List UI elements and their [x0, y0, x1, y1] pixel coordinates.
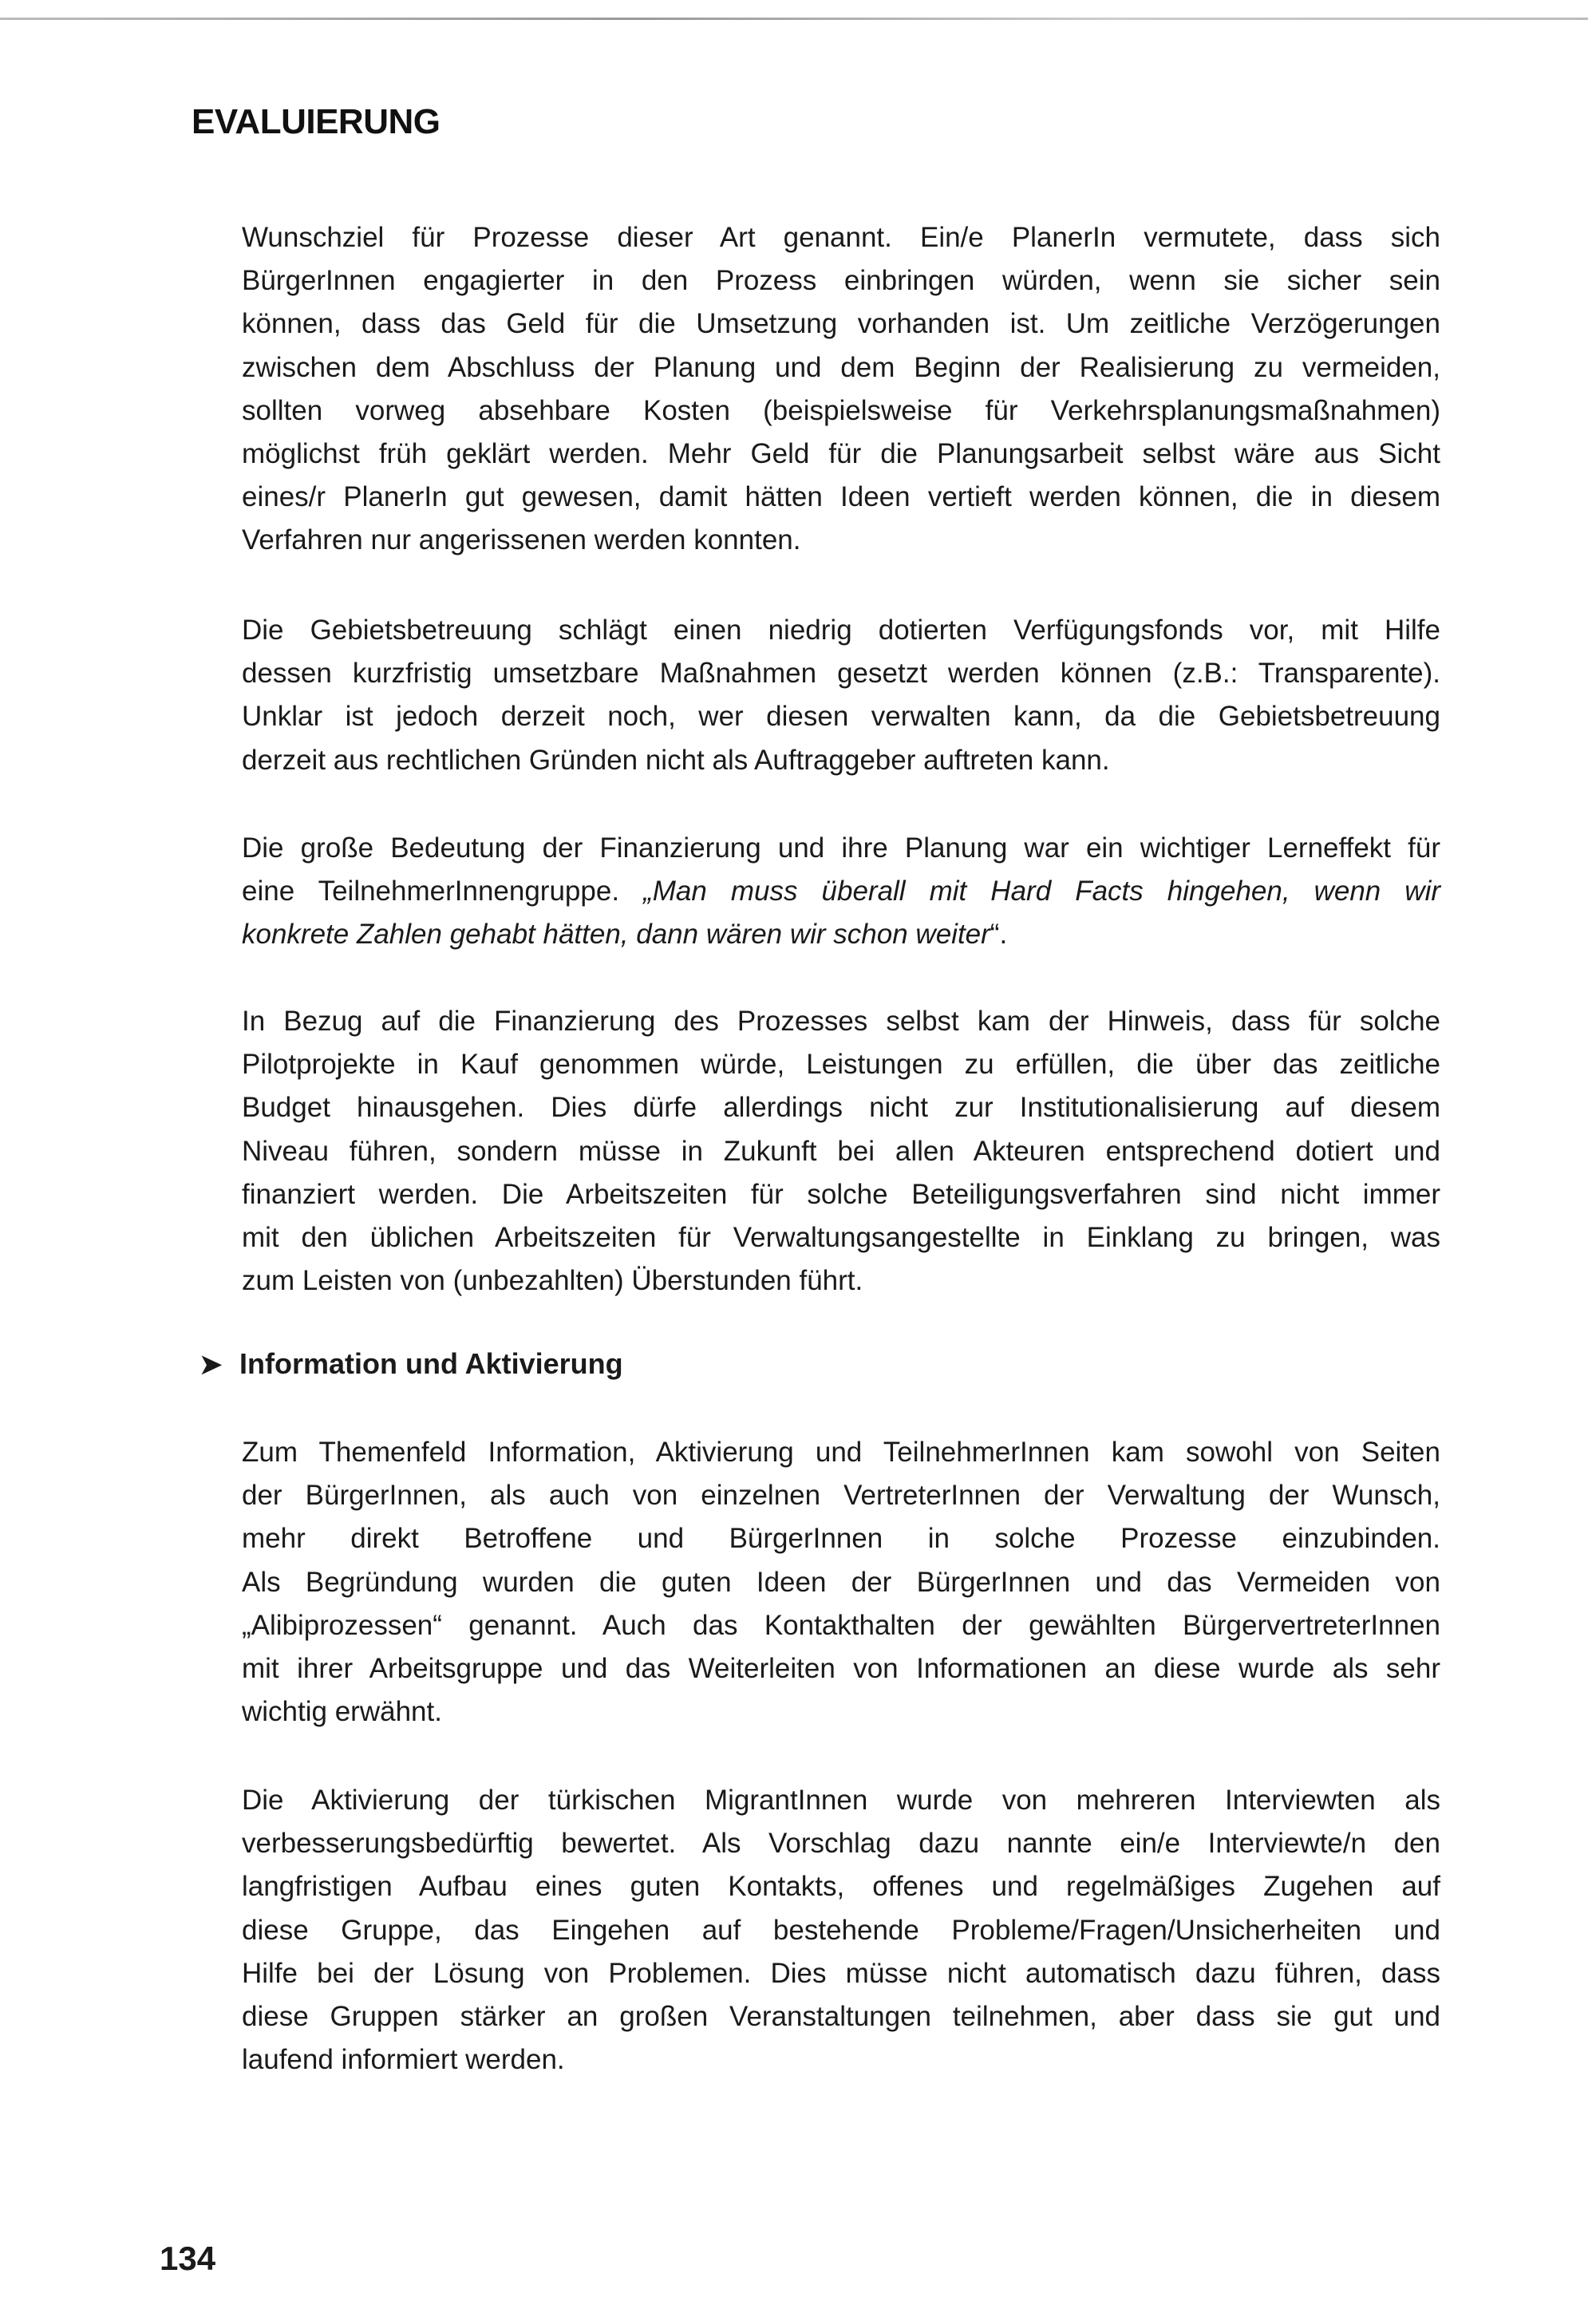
scan-edge-line	[0, 18, 1588, 20]
text-line: Zum Themenfeld Information, Aktivierung und TeilnehmerInnen kam sowohl von Seiten	[242, 1437, 1440, 1468]
quote-text: „Man muss überall mit Hard Facts hingehen, wenn wir	[643, 876, 1441, 907]
text-line: langfristigen Aufbau eines guten Kontakts, offenes und regelmäßiges Zugehen auf	[242, 1871, 1440, 1903]
paragraph	[242, 609, 1440, 782]
paragraph	[242, 216, 1440, 563]
arrow-right-icon: ➤	[200, 1350, 223, 1380]
text-line: Pilotprojekte in Kauf genommen würde, Leistungen zu erfüllen, die über das zeitliche	[242, 1049, 1440, 1081]
text-line: mit den üblichen Arbeitszeiten für Verwaltungsangestellte in Einklang zu bringen, was	[242, 1221, 1440, 1253]
text-line: Wunschziel für Prozesse dieser Art genannt. Ein/e PlanerIn vermutete, dass sich	[242, 222, 1440, 253]
text-line: diese Gruppen stärker an großen Veranstaltungen teilnehmen, aber dass sie gut und	[242, 2000, 1440, 2032]
text-line: können, dass das Geld für die Umsetzung vorhanden ist. Um zeitliche Verzögerungen	[242, 308, 1440, 340]
text-line: Unklar ist jedoch derzeit noch, wer diesen verwalten kann, da die Gebietsbetreuung	[242, 701, 1440, 733]
text-line: verbesserungsbedürftig bewertet. Als Vorschlag dazu nannte ein/e Interviewte/n den	[242, 1828, 1440, 1860]
text-line: Die große Bedeutung der Finanzierung und ihre Planung war ein wichtiger Lerneffekt für	[242, 832, 1440, 864]
page-number: 134	[160, 2240, 216, 2277]
text-line: zwischen dem Abschluss der Planung und dem Beginn der Realisierung zu vermeiden,	[242, 351, 1440, 383]
text-span: eine TeilnehmerInnengruppe.	[242, 876, 644, 907]
subheading	[200, 1342, 623, 1386]
text-line: Verfahren nur angerissenen werden konnten.	[242, 524, 801, 556]
section-title: EVALUIERUNG	[192, 102, 440, 141]
text-line: BürgerInnen engagierter in den Prozess einbringen würden, wenn sie sicher sein	[242, 265, 1440, 297]
text-line: möglichst früh geklärt werden. Mehr Geld für die Planungsarbeit selbst wäre aus Sicht	[242, 437, 1440, 469]
text-line: Die Gebietsbetreuung schlägt einen niedrig dotierten Verfügungsfonds vor, mit Hilfe	[242, 615, 1440, 646]
text-line: „Alibiprozessen“ genannt. Auch das Kontakthalten der gewählten BürgervertreterInnen	[242, 1609, 1440, 1641]
paragraph	[242, 1779, 1440, 2082]
text-line: Die Aktivierung der türkischen MigrantInnen wurde von mehreren Interviewten als	[242, 1785, 1440, 1816]
text-line: mehr direkt Betroffene und BürgerInnen in solche Prozesse einzubinden.	[242, 1523, 1440, 1555]
text-line	[242, 913, 1440, 956]
text-line: zum Leisten von (unbezahlten) Überstunden führt.	[242, 1265, 863, 1297]
paragraph	[242, 1431, 1440, 1734]
text-line: diese Gruppe, das Eingehen auf bestehende Probleme/Fragen/Unsicherheiten und	[242, 1914, 1440, 1946]
text-span: “.	[990, 919, 1008, 951]
text-line: mit ihrer Arbeitsgruppe und das Weiterleiten von Informationen an diese wurde als sehr	[242, 1652, 1440, 1684]
subheading-label: Information und Aktivierung	[239, 1347, 623, 1380]
paragraph-quote	[242, 827, 1440, 957]
text-line: der BürgerInnen, als auch von einzelnen VertreterInnen der Verwaltung der Wunsch,	[242, 1480, 1440, 1512]
text-line: finanziert werden. Die Arbeitszeiten für solche Beteiligungsverfahren sind nicht immer	[242, 1178, 1440, 1210]
text-line: derzeit aus rechtlichen Gründen nicht als Auftraggeber auftreten kann.	[242, 744, 1110, 776]
text-line: Hilfe bei der Lösung von Problemen. Dies müsse nicht automatisch dazu führen, dass	[242, 1957, 1440, 1989]
text-line: sollten vorweg absehbare Kosten (beispielsweise für Verkehrsplanungsmaßnahmen)	[242, 394, 1440, 426]
text-line: Niveau führen, sondern müsse in Zukunft bei allen Akteuren entsprechend dotiert und	[242, 1135, 1440, 1167]
text-line: Budget hinausgehen. Dies dürfe allerdings nicht zur Institutionalisierung auf diesem	[242, 1092, 1440, 1124]
text-line: In Bezug auf die Finanzierung des Prozesses selbst kam der Hinweis, dass für solche	[242, 1006, 1440, 1037]
paragraph	[242, 1000, 1440, 1303]
text-line	[242, 870, 1440, 913]
text-line: eines/r PlanerIn gut gewesen, damit hätten Ideen vertieft werden können, die in diesem	[242, 481, 1440, 513]
text-line: dessen kurzfristig umsetzbare Maßnahmen gesetzt werden können (z.B.: Transparente).	[242, 658, 1440, 690]
text-line: laufend informiert werden.	[242, 2044, 565, 2076]
text-line: Als Begründung wurden die guten Ideen der BürgerInnen und das Vermeiden von	[242, 1566, 1440, 1598]
quote-text: konkrete Zahlen gehabt hätten, dann wären wir schon weiter	[242, 919, 990, 951]
text-line: wichtig erwähnt.	[242, 1696, 442, 1728]
